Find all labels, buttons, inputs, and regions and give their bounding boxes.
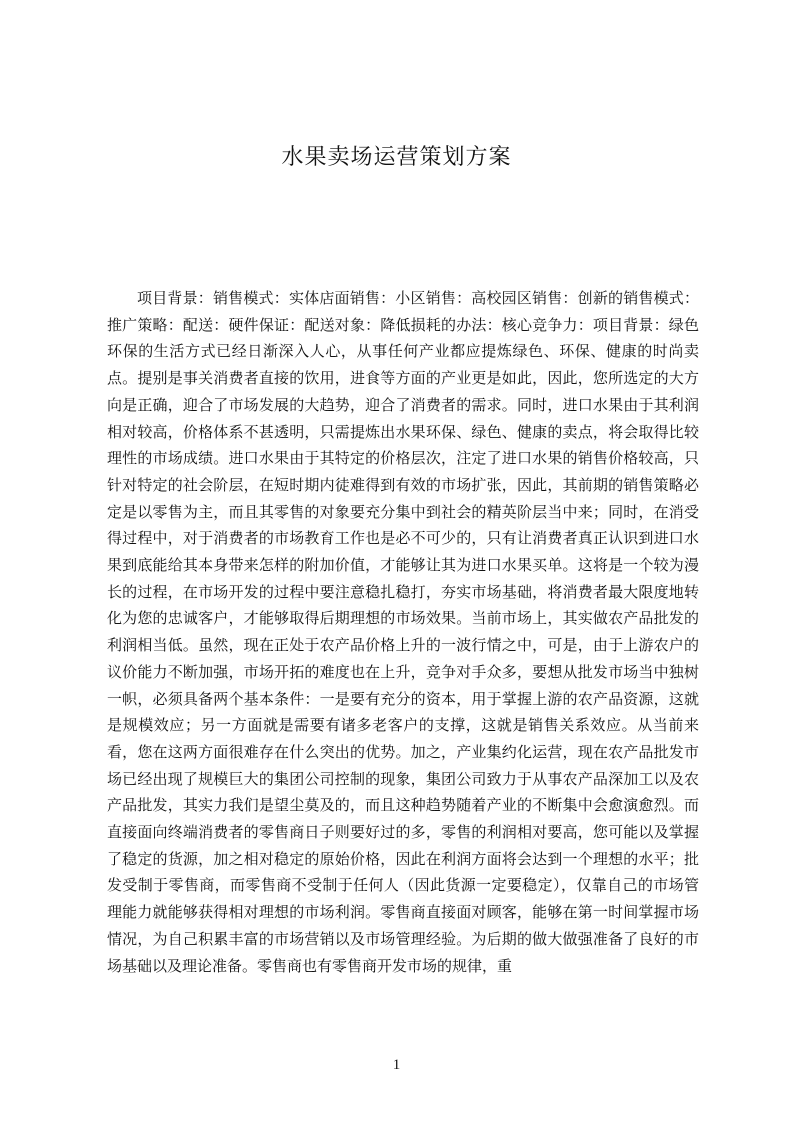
- document-title: 水果卖场运营策划方案: [281, 145, 512, 170]
- page-number: 1: [392, 1057, 401, 1073]
- body-paragraph: 项目背景：销售模式：实体店面销售：小区销售：高校园区销售：创新的销售模式：推广策略：配送：硬件保证：配送对象：降低损耗的办法：核心竞争力：项目背景：绿色环保的生活方式已经日渐深入人心，从事任何产业都应提炼绿色、环保、健康的时尚卖点。提别是事关消费者直接的饮用，进食等方面的产业更是如此，因此，您所选定的大方向是正确，迎合了市场发展的大趋势，迎合了消费者的需求。同时，进口水果由于其利润相对较高，价格体系不甚透明，只需提炼出水果环保、绿色、健康的卖点，将会取得比较理性的市场成绩。进口水果由于其特定的价格层次，注定了进口水果的销售价格较高，只针对特定的社会阶层，在短时期内徒难得到有效的市场扩张，因此，其前期的销售策略必定是以零售为主，而且其零售的对象要充分集中到社会的精英阶层当中来；同时，在消受得过程中，对于消费者的市场教育工作也是必不可少的，只有让消费者真正认识到进口水果到底能给其本身带来怎样的附加价值，才能够让其为进口水果买单。这将是一个较为漫长的过程，在市场开发的过程中要注意稳扎稳打，夯实市场基础，将消费者最大限度地转化为您的忠诚客户，才能够取得后期理想的市场效果。当前市场上，其实做农产品批发的利润相当低。虽然，现在正处于农产品价格上升的一波行情之中，可是，由于上游农户的议价能力不断加强，市场开拓的难度也在上升，竞争对手众多，要想从批发市场当中独树一帜，必须具备两个基本条件：一是要有充分的资本，用于掌握上游的农产品资源，这就是规模效应；另一方面就是需要有诸多老客户的支撑，这就是销售关系效应。从当前来看，您在这两方面很难存在什么突出的优势。加之，产业集约化运营，现在农产品批发市场已经出现了规模巨大的集团公司控制的现象，集团公司致力于从事农产品深加工以及农产品批发，其实力我们是望尘莫及的，而且这种趋势随着产业的不断集中会愈演愈烈。而直接面向终端消费者的零售商日子则要好过的多，零售的利润相对要高，您可能以及掌握了稳定的货源，加之相对稳定的原始价格，因此在利润方面将会达到一个理想的水平；批发受制于零售商，而零售商不受制于任何人（因此货源一定要稳定），仅靠自己的市场管理能力就能够获得相对理想的市场利润。零售商直接面对顾客，能够在第一时间掌握市场情况，为自己积累丰富的市场营销以及市场管理经验。为后期的做大做强准备了良好的市场基础以及理论准备。零售商也有零售商开发市场的规律，重: [107, 289, 699, 975]
